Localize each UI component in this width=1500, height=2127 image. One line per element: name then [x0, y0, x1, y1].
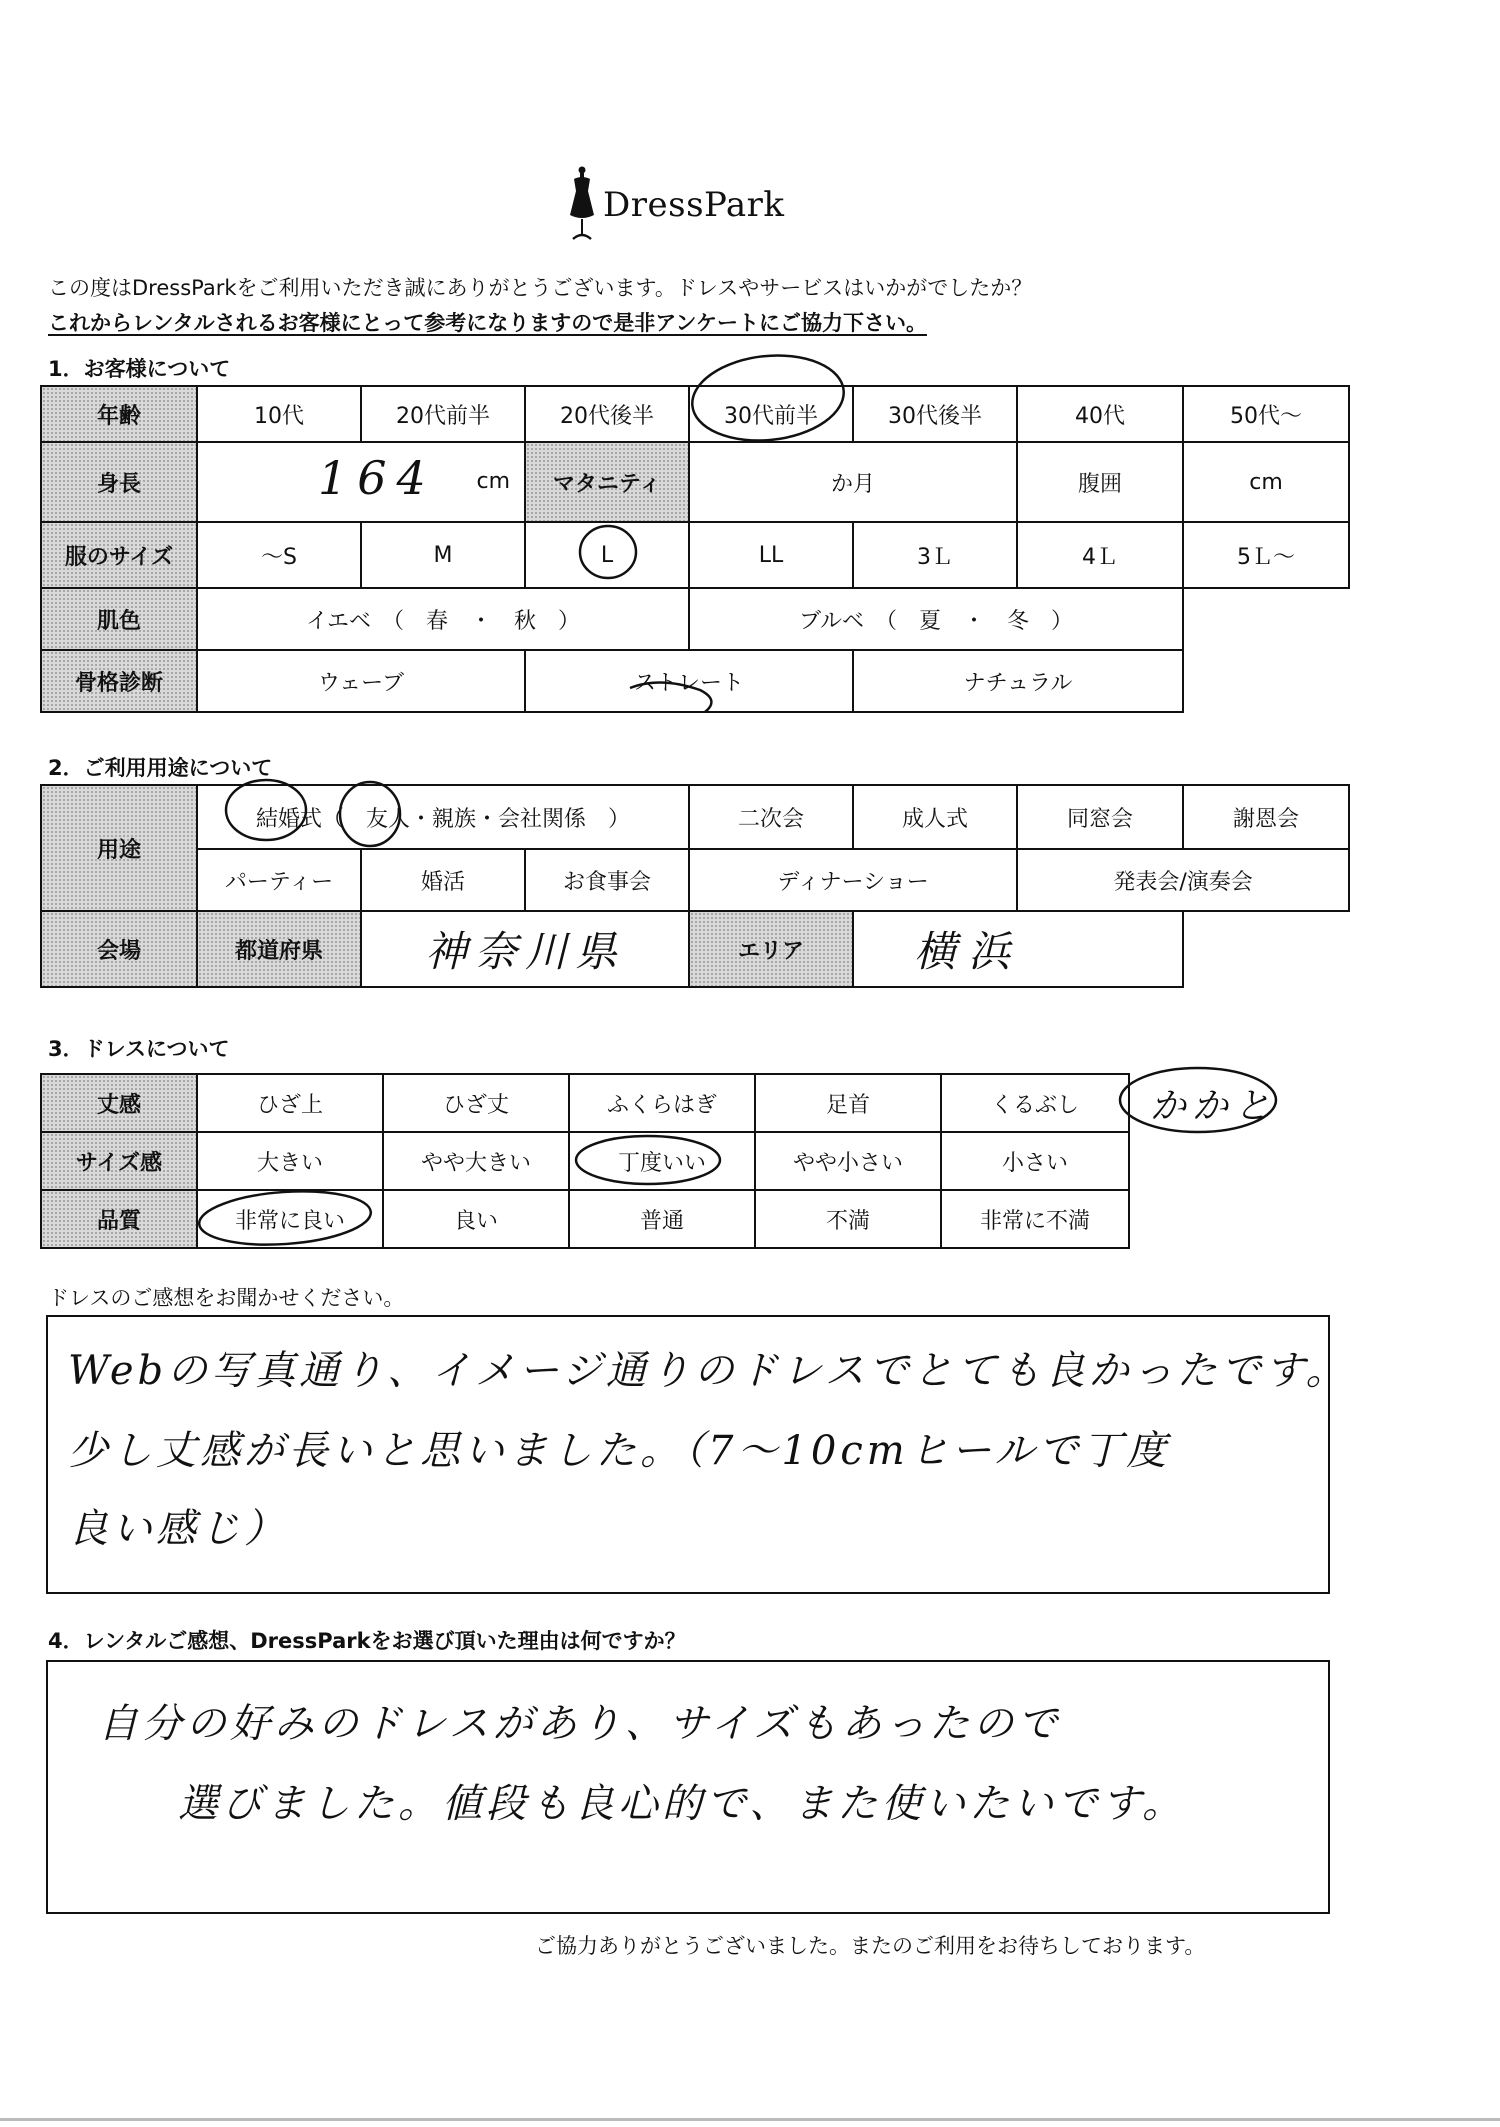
- size-option[interactable]: ～S: [197, 522, 361, 588]
- age-label: 年齢: [41, 386, 197, 442]
- purpose-second-party[interactable]: 二次会: [689, 785, 853, 849]
- quality-option[interactable]: 普通: [569, 1190, 755, 1248]
- dress-comment-line: 少し丈感が長いと思いました。（7～10cmヒールで丁度: [68, 1428, 1171, 1474]
- purpose-dinner-show[interactable]: ディナーショー: [689, 849, 1017, 911]
- brand-name: DressPark: [603, 185, 785, 225]
- section-4-title: 4．レンタルご感想、DressParkをお選び頂いた理由は何ですか？: [48, 1629, 686, 1653]
- dress-comment-box[interactable]: [46, 1315, 1350, 1594]
- purpose-party[interactable]: パーティー: [197, 849, 361, 911]
- purpose-konkatsu[interactable]: 婚活: [361, 849, 525, 911]
- intro-line-2: これからレンタルされるお客様にとって参考になりますので是非アンケートにご協力下さい。: [48, 311, 927, 335]
- dress-comment-line: Webの写真通り、イメージ通りのドレスでとても良かったです。: [68, 1348, 1350, 1394]
- size-option[interactable]: 3Ｌ: [853, 522, 1017, 588]
- brand-logo: [565, 165, 795, 245]
- size-label: 服のサイズ: [41, 522, 197, 588]
- purpose-wedding[interactable]: 結婚式（ 友人・親族・会社関係 ）: [197, 785, 689, 849]
- dress-comment-prompt: ドレスのご感想をお聞かせください。: [48, 1286, 405, 1310]
- frame-label: 骨格診断: [41, 650, 197, 712]
- length-handwritten-note: かかと: [1150, 1086, 1277, 1127]
- length-option[interactable]: ふくらはぎ: [569, 1074, 755, 1132]
- size-option[interactable]: LL: [689, 522, 853, 588]
- rental-comment-box[interactable]: [46, 1660, 1330, 1914]
- age-option[interactable]: 30代後半: [853, 386, 1017, 442]
- age-option[interactable]: 20代後半: [525, 386, 689, 442]
- maternity-months[interactable]: か月: [689, 442, 1017, 522]
- length-option[interactable]: ひざ上: [197, 1074, 383, 1132]
- fit-label: サイズ感: [41, 1132, 197, 1190]
- customer-table: [40, 385, 1350, 713]
- fit-option-selected[interactable]: 丁度いい: [569, 1132, 755, 1190]
- size-option[interactable]: M: [361, 522, 525, 588]
- purpose-reunion[interactable]: 同窓会: [1017, 785, 1183, 849]
- length-option[interactable]: 足首: [755, 1074, 941, 1132]
- age-option[interactable]: 10代: [197, 386, 361, 442]
- fit-option[interactable]: 小さい: [941, 1132, 1129, 1190]
- purpose-dinner[interactable]: お食事会: [525, 849, 689, 911]
- frame-option-selected[interactable]: ストレート: [525, 650, 853, 712]
- length-option[interactable]: ひざ丈: [383, 1074, 569, 1132]
- purpose-coming-of-age[interactable]: 成人式: [853, 785, 1017, 849]
- fit-option[interactable]: やや小さい: [755, 1132, 941, 1190]
- venue-label: 会場: [41, 911, 197, 987]
- age-option-selected[interactable]: 30代前半: [689, 386, 853, 442]
- height-unit: cm: [476, 469, 510, 494]
- quality-option[interactable]: 非常に不満: [941, 1190, 1129, 1248]
- size-option[interactable]: 4Ｌ: [1017, 522, 1183, 588]
- purpose-thanks-party[interactable]: 謝恩会: [1183, 785, 1349, 849]
- dress-form-icon: [565, 165, 599, 245]
- size-option[interactable]: 5Ｌ～: [1183, 522, 1349, 588]
- rental-comment-line: 選びました。値段も良心的で、また使いたいです。: [178, 1781, 1186, 1827]
- area-label: エリア: [689, 911, 853, 987]
- waist-label: 腹囲: [1017, 442, 1183, 522]
- footer-thanks: ご協力ありがとうございました。またのご利用をお待ちしております。: [535, 1934, 1206, 1958]
- dress-table: [40, 1073, 1130, 1249]
- quality-label: 品質: [41, 1190, 197, 1248]
- purpose-label: 用途: [41, 785, 197, 911]
- age-option[interactable]: 50代～: [1183, 386, 1349, 442]
- quality-option[interactable]: 良い: [383, 1190, 569, 1248]
- purpose-recital[interactable]: 発表会/演奏会: [1017, 849, 1349, 911]
- frame-option[interactable]: ナチュラル: [853, 650, 1183, 712]
- area-value[interactable]: 横浜: [853, 911, 1183, 987]
- fit-option[interactable]: やや大きい: [383, 1132, 569, 1190]
- section-1-title: 1．お客様について: [48, 357, 231, 381]
- size-option-selected[interactable]: L: [525, 522, 689, 588]
- age-option[interactable]: 40代: [1017, 386, 1183, 442]
- frame-option[interactable]: ウェーブ: [197, 650, 525, 712]
- waist-unit[interactable]: cm: [1183, 442, 1349, 522]
- section-3-title: 3．ドレスについて: [48, 1037, 230, 1061]
- height-field[interactable]: [197, 442, 525, 522]
- maternity-label: マタニティ: [525, 442, 689, 522]
- age-option[interactable]: 20代前半: [361, 386, 525, 442]
- fit-option[interactable]: 大きい: [197, 1132, 383, 1190]
- purpose-table: [40, 784, 1350, 988]
- quality-option-selected[interactable]: 非常に良い: [197, 1190, 383, 1248]
- skin-blue[interactable]: ブルベ （ 夏 ・ 冬 ）: [689, 588, 1183, 650]
- length-option[interactable]: くるぶし: [941, 1074, 1129, 1132]
- length-label: 丈感: [41, 1074, 197, 1132]
- skin-label: 肌色: [41, 588, 197, 650]
- quality-option[interactable]: 不満: [755, 1190, 941, 1248]
- prefecture-value[interactable]: 神奈川県: [361, 911, 689, 987]
- section-2-title: 2．ご利用用途について: [48, 756, 273, 780]
- intro-line-1: この度はDressParkをご利用いただき誠にありがとうございます。ドレスやサービスはいかがでしたか？: [48, 276, 1033, 300]
- prefecture-label: 都道府県: [197, 911, 361, 987]
- height-label: 身長: [41, 442, 197, 522]
- height-value: 164: [318, 451, 436, 505]
- rental-comment-line: 自分の好みのドレスがあり、サイズもあったので: [98, 1701, 1062, 1747]
- skin-yellow[interactable]: イエベ （ 春 ・ 秋 ）: [197, 588, 689, 650]
- dress-comment-line: 良い感じ）: [68, 1506, 288, 1552]
- scan-edge-line: [0, 2118, 1500, 2121]
